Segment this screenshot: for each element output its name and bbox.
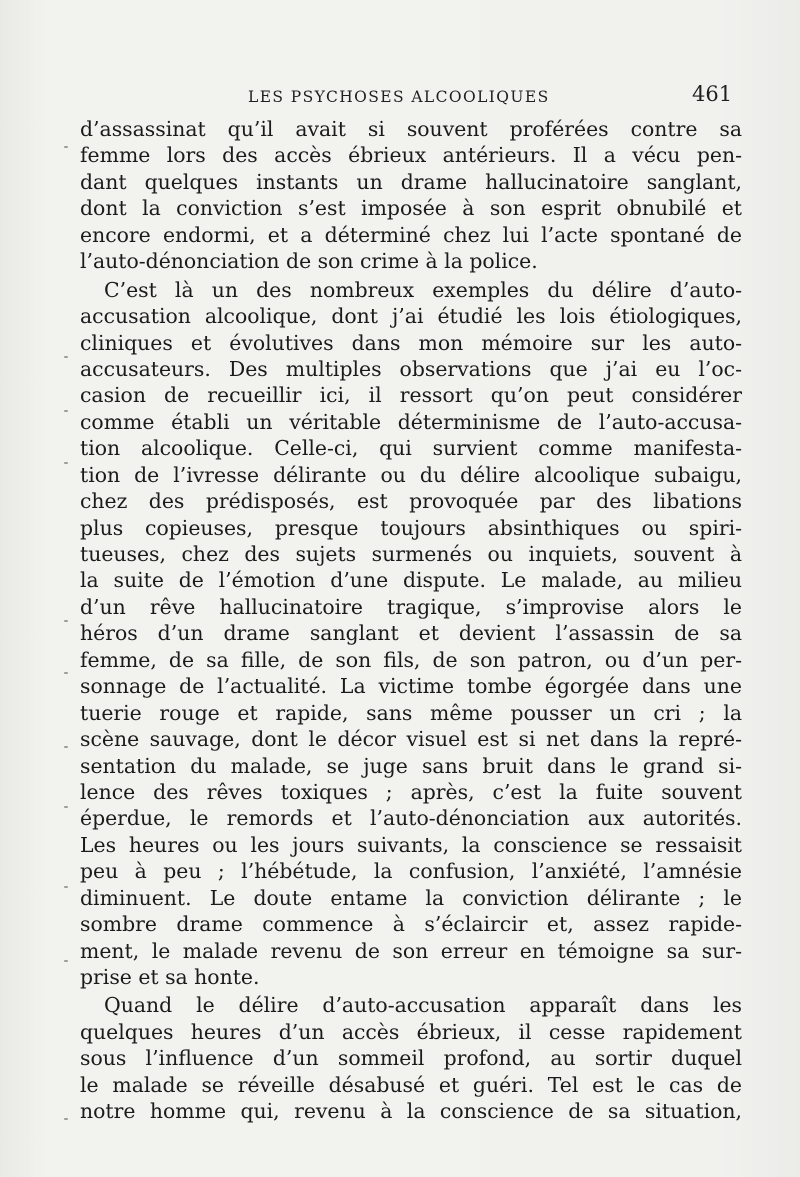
text-line: ment, le malade revenu de son erreur en témoigne sa sur-	[80, 938, 742, 963]
text-line: dont la conviction s’est imposée à son esprit obnubilé et	[80, 196, 742, 221]
paragraph-3	[80, 992, 742, 1124]
text-line: diminuent. Le doute entame la conviction délirante ; le	[80, 885, 742, 910]
text-line: quelques heures d’un accès ébrieux, il cesse rapidement	[80, 1019, 742, 1044]
margin-mark	[64, 146, 68, 148]
text-line: Quand le délire d’auto-accusation apparaît dans les	[104, 993, 742, 1018]
text-line: chez des prédisposés, est provoquée par des libations	[80, 489, 742, 514]
text-line: accusation alcoolique, dont j’ai étudié les lois étiologiques,	[80, 304, 742, 329]
text-line: tueuses, chez des sujets surmenés ou inquiets, souvent à	[80, 542, 742, 566]
text-line: dant quelques instants un drame hallucinatoire sanglant,	[80, 169, 742, 194]
page-header	[0, 82, 800, 112]
margin-mark	[64, 462, 68, 464]
text-line: femme lors des accès ébrieux antérieurs. Il a vécu pen-	[80, 143, 742, 168]
body-text	[80, 116, 742, 1125]
text-line: prise et sa honte.	[80, 965, 260, 989]
text-line: éperdue, le remords et l’auto-dénonciation aux autorités.	[80, 806, 742, 831]
margin-mark	[64, 1118, 68, 1120]
text-line: tion alcoolique. Celle-ci, qui survient comme manifesta-	[80, 436, 742, 461]
text-line: héros d’un drame sanglant et devient l’assassin de sa	[80, 621, 742, 646]
text-line: accusateurs. Des multiples observations que j’ai eu l’oc-	[80, 356, 742, 381]
text-line: la suite de l’émotion d’une dispute. Le malade, au milieu	[80, 568, 742, 593]
paragraph-2	[80, 277, 742, 991]
text-line: encore endormi, et a déterminé chez lui l’acte spontané de	[80, 222, 742, 247]
text-line: cliniques et évolutives dans mon mémoire sur les auto-	[80, 330, 742, 355]
text-line: d’assassinat qu’il avait si souvent proférées contre sa	[80, 117, 742, 141]
margin-mark	[64, 886, 68, 888]
text-line: tuerie rouge et rapide, sans même pousser un cri ; la	[80, 700, 742, 725]
margin-mark	[64, 806, 68, 808]
text-line: tion de l’ivresse délirante ou du délire alcoolique subaigu,	[80, 462, 742, 487]
text-line: sous l’influence d’un sommeil profond, au sortir duquel	[80, 1046, 742, 1071]
text-line: notre homme qui, revenu à la conscience de sa situation,	[80, 1099, 742, 1124]
text-line: C’est là un des nombreux exemples du délire d’auto-	[104, 277, 742, 302]
margin-mark	[64, 620, 68, 622]
text-line: lence des rêves toxiques ; après, c’est la fuite souvent	[80, 779, 742, 804]
text-line: plus copieuses, presque toujours absinthiques ou spiri-	[80, 515, 742, 540]
page-number: 461	[692, 82, 733, 106]
text-line: sombre drame commence à s’éclaircir et, assez rapide-	[80, 912, 742, 937]
text-line: l’auto-dénonciation de son crime à la police.	[80, 249, 538, 274]
running-title: LES PSYCHOSES ALCOOLIQUES	[248, 88, 550, 106]
margin-mark	[64, 356, 68, 358]
text-line: sonnage de l’actualité. La victime tombe égorgée dans une	[80, 674, 742, 699]
text-line: femme, de sa fille, de son fils, de son patron, ou d’un per-	[80, 647, 742, 672]
paragraph-1	[80, 116, 742, 275]
text-line: sentation du malade, se juge sans bruit dans le grand si-	[80, 753, 742, 778]
text-line: comme établi un véritable déterminisme de l’auto-accusa-	[80, 409, 742, 434]
text-line: d’un rêve hallucinatoire tragique, s’improvise alors le	[80, 594, 742, 619]
text-line: scène sauvage, dont le décor visuel est si net dans la repré-	[80, 727, 742, 752]
margin-mark	[64, 746, 68, 748]
margin-mark	[64, 672, 68, 674]
text-line: Les heures ou les jours suivants, la conscience se ressaisit	[80, 832, 742, 857]
text-line: casion de recueillir ici, il ressort qu’on peut considérer	[80, 383, 742, 408]
text-line: le malade se réveille désabusé et guéri. Tel est le cas de	[80, 1072, 742, 1097]
margin-mark	[64, 410, 68, 412]
margin-mark	[64, 960, 68, 962]
text-line: peu à peu ; l’hébétude, la confusion, l’anxiété, l’amnésie	[80, 859, 742, 884]
